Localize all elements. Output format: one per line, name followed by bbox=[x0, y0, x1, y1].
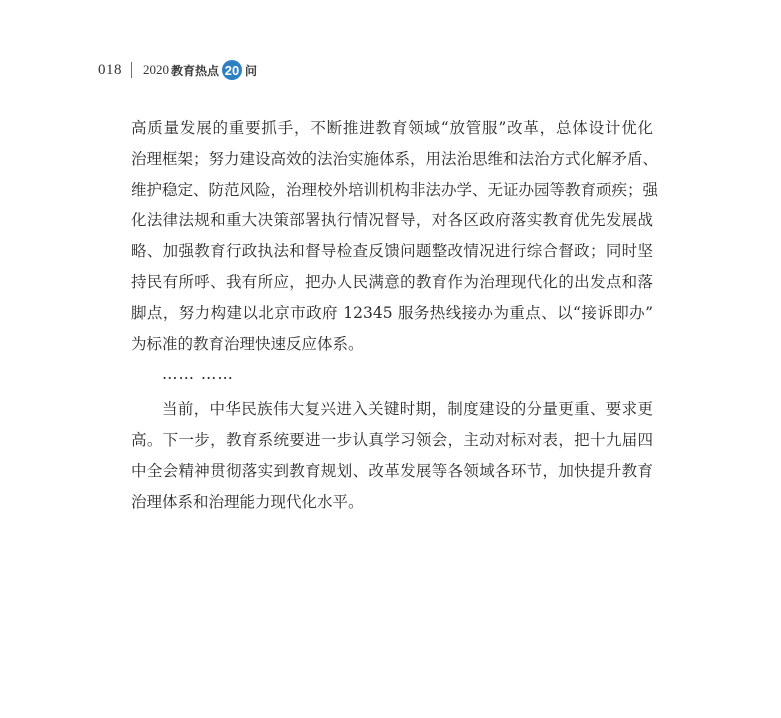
text-line: 治理框架；努力建设高效的法治实施体系，用法治思维和法治方式化解矛盾、 bbox=[131, 149, 659, 168]
series-title: 教育热点 bbox=[171, 63, 220, 78]
text-line: 略、加强教育行政执法和督导检查反馈问题整改情况进行综合督政；同时坚 bbox=[131, 242, 653, 261]
paragraph-2 bbox=[131, 394, 653, 517]
body-text bbox=[131, 113, 659, 517]
text-line: 高。下一步，教育系统要进一步认真学习领会，主动对标对表，把十九届四 bbox=[131, 430, 653, 449]
paragraph-1 bbox=[131, 113, 659, 359]
text-line: 脚点，努力构建以北京市政府 12345 服务热线接办为重点、以“接诉即办” bbox=[131, 303, 653, 322]
series-year: 2020 bbox=[143, 62, 169, 77]
series-number-badge: 20 bbox=[222, 60, 242, 80]
text-line: 维护稳定、防范风险，治理校外培训机构非法办学、无证办园等教育顽疾；强 bbox=[131, 180, 659, 199]
omission-ellipsis: …… …… bbox=[162, 365, 234, 384]
text-line: 高质量发展的重要抓手，不断推进教育领域“放管服”改革，总体设计优化 bbox=[131, 119, 653, 137]
series-suffix: 问 bbox=[245, 63, 258, 78]
text-line: 当前，中华民族伟大复兴进入关键时期，制度建设的分量更重、要求更 bbox=[162, 400, 653, 419]
text-line: 治理体系和治理能力现代化水平。 bbox=[131, 492, 364, 511]
page-number: 018 bbox=[98, 61, 122, 78]
text-line: 中全会精神贯彻落实到教育规划、改革发展等各领域各环节，加快提升教育 bbox=[131, 461, 653, 480]
text-line: 持民有所呼、我有所应，把办人民满意的教育作为治理现代化的出发点和落 bbox=[131, 272, 653, 291]
text-line: 化法律法规和重大决策部署执行情况督导，对各区政府落实教育优先发展战 bbox=[131, 211, 653, 230]
text-line: 为标准的教育治理快速反应体系。 bbox=[131, 334, 364, 353]
header-divider bbox=[131, 62, 132, 78]
running-header bbox=[98, 58, 257, 82]
